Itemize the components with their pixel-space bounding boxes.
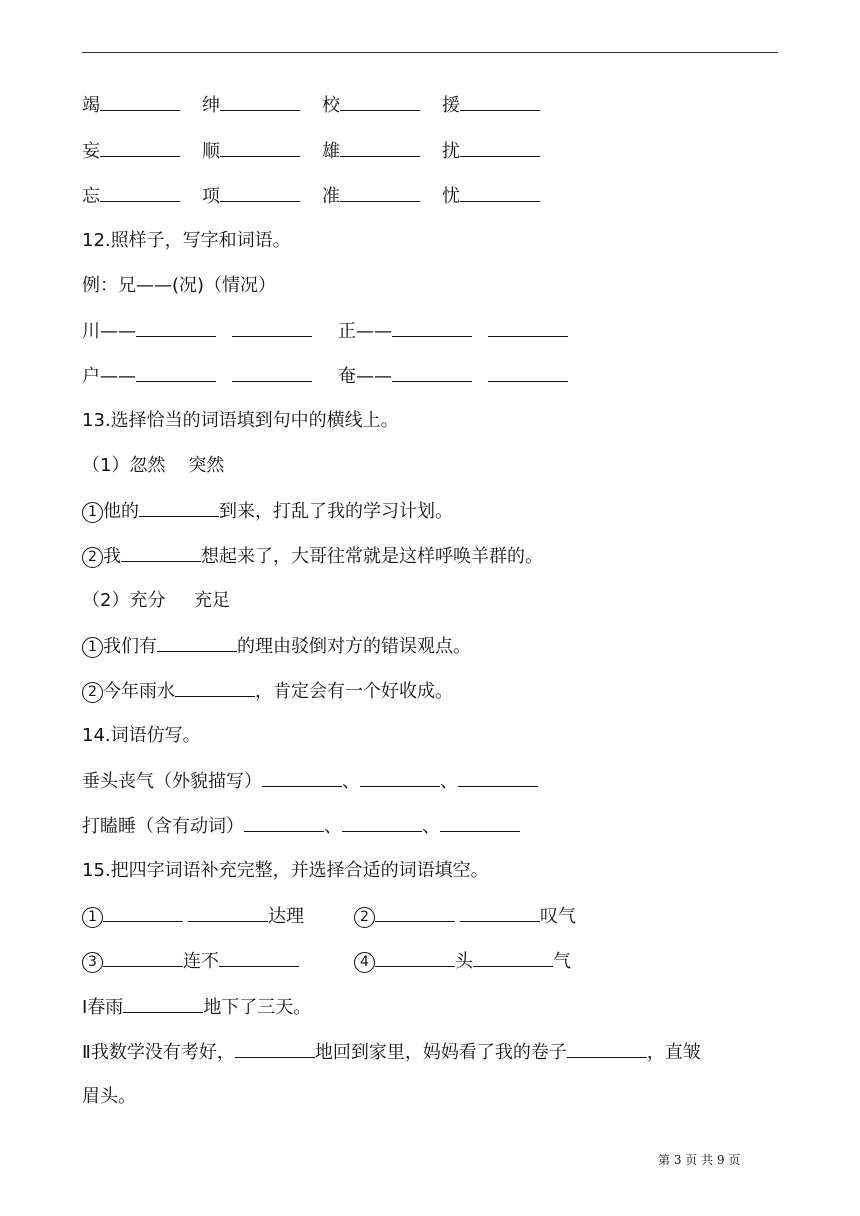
blank[interactable]	[488, 318, 568, 337]
blank[interactable]	[375, 948, 455, 967]
circled-number: 1	[82, 637, 103, 658]
char-row-3: 忘 项 准 忧	[82, 183, 540, 210]
blank[interactable]	[219, 948, 299, 967]
q15-sentence-2: Ⅱ我数学没有考好， 地回到家里，妈妈看了我的卷子 ，直皱	[82, 1039, 701, 1066]
blank[interactable]	[121, 543, 201, 562]
q14-row-1: 垂头丧气（外貌描写） 、 、	[82, 768, 538, 795]
blank[interactable]	[458, 768, 538, 787]
blank[interactable]	[340, 138, 420, 157]
blank[interactable]	[375, 903, 455, 922]
blank[interactable]	[360, 768, 440, 787]
blank[interactable]	[235, 1039, 315, 1058]
q14-row-2: 打瞌睡（含有动词） 、 、	[82, 813, 520, 840]
q13-group-1-heading: （1）忽然 突然	[82, 455, 225, 476]
q13-sentence: 1 我们有 的理由驳倒对方的错误观点。	[82, 633, 471, 660]
blank[interactable]	[392, 363, 472, 382]
blank[interactable]	[139, 498, 219, 517]
char-row-2: 妄 顺 雄 扰	[82, 138, 540, 165]
blank[interactable]	[473, 948, 553, 967]
blank[interactable]	[175, 678, 255, 697]
blank[interactable]	[342, 813, 422, 832]
q15-idiom-row-2: 3 连不 4 头 气	[82, 948, 571, 975]
q12-row-1: 川—— 正——	[82, 318, 568, 345]
blank[interactable]	[488, 363, 568, 382]
blank[interactable]	[340, 183, 420, 202]
blank[interactable]	[567, 1039, 647, 1058]
q12-row-2: 户—— 奄——	[82, 363, 568, 390]
blank[interactable]	[232, 318, 312, 337]
blank[interactable]	[100, 92, 180, 111]
blank[interactable]	[440, 813, 520, 832]
blank[interactable]	[157, 633, 237, 652]
circled-number: 2	[82, 547, 103, 568]
blank[interactable]	[220, 92, 300, 111]
blank[interactable]	[262, 768, 342, 787]
blank[interactable]	[123, 994, 203, 1013]
blank[interactable]	[100, 138, 180, 157]
q13-sentence: 2 今年雨水 ，肯定会有一个好收成。	[82, 678, 453, 705]
blank[interactable]	[220, 138, 300, 157]
header-rule	[82, 52, 778, 53]
blank[interactable]	[460, 183, 540, 202]
blank[interactable]	[460, 903, 540, 922]
blank[interactable]	[103, 903, 183, 922]
question-14-title: 14.词语仿写。	[82, 725, 201, 746]
question-12-example: 例：兄——(况)（情况）	[82, 275, 277, 296]
char-row-1: 竭 绅 校 援	[82, 92, 540, 119]
question-15-title: 15.把四字词语补充完整，并选择合适的词语填空。	[82, 860, 489, 881]
blank[interactable]	[460, 92, 540, 111]
blank[interactable]	[136, 318, 216, 337]
blank[interactable]	[340, 92, 420, 111]
blank[interactable]	[220, 183, 300, 202]
q13-sentence: 1 他的 到来，打乱了我的学习计划。	[82, 498, 453, 525]
circled-number: 3	[82, 952, 103, 973]
blank[interactable]	[103, 948, 183, 967]
circled-number: 1	[82, 502, 103, 523]
question-12-title: 12.照样子，写字和词语。	[82, 230, 291, 251]
blank[interactable]	[188, 903, 268, 922]
circled-number: 2	[354, 907, 375, 928]
question-13-title: 13.选择恰当的词语填到句中的横线上。	[82, 410, 399, 431]
blank[interactable]	[460, 138, 540, 157]
q13-group-2-heading: （2）充分 充足	[82, 590, 231, 611]
q15-sentence-2-continued: 眉头。	[82, 1086, 136, 1107]
blank[interactable]	[136, 363, 216, 382]
circled-number: 2	[82, 682, 103, 703]
page-footer: 第 3 页 共 9 页	[658, 1153, 741, 1167]
circled-number: 4	[354, 952, 375, 973]
blank[interactable]	[244, 813, 324, 832]
blank[interactable]	[232, 363, 312, 382]
blank[interactable]	[100, 183, 180, 202]
circled-number: 1	[82, 907, 103, 928]
q13-sentence: 2 我 想起来了，大哥往常就是这样呼唤羊群的。	[82, 543, 543, 570]
q15-sentence-1: Ⅰ春雨 地下了三天。	[82, 994, 311, 1021]
q15-idiom-row-1: 1 达理 2 叹气	[82, 903, 576, 930]
blank[interactable]	[392, 318, 472, 337]
